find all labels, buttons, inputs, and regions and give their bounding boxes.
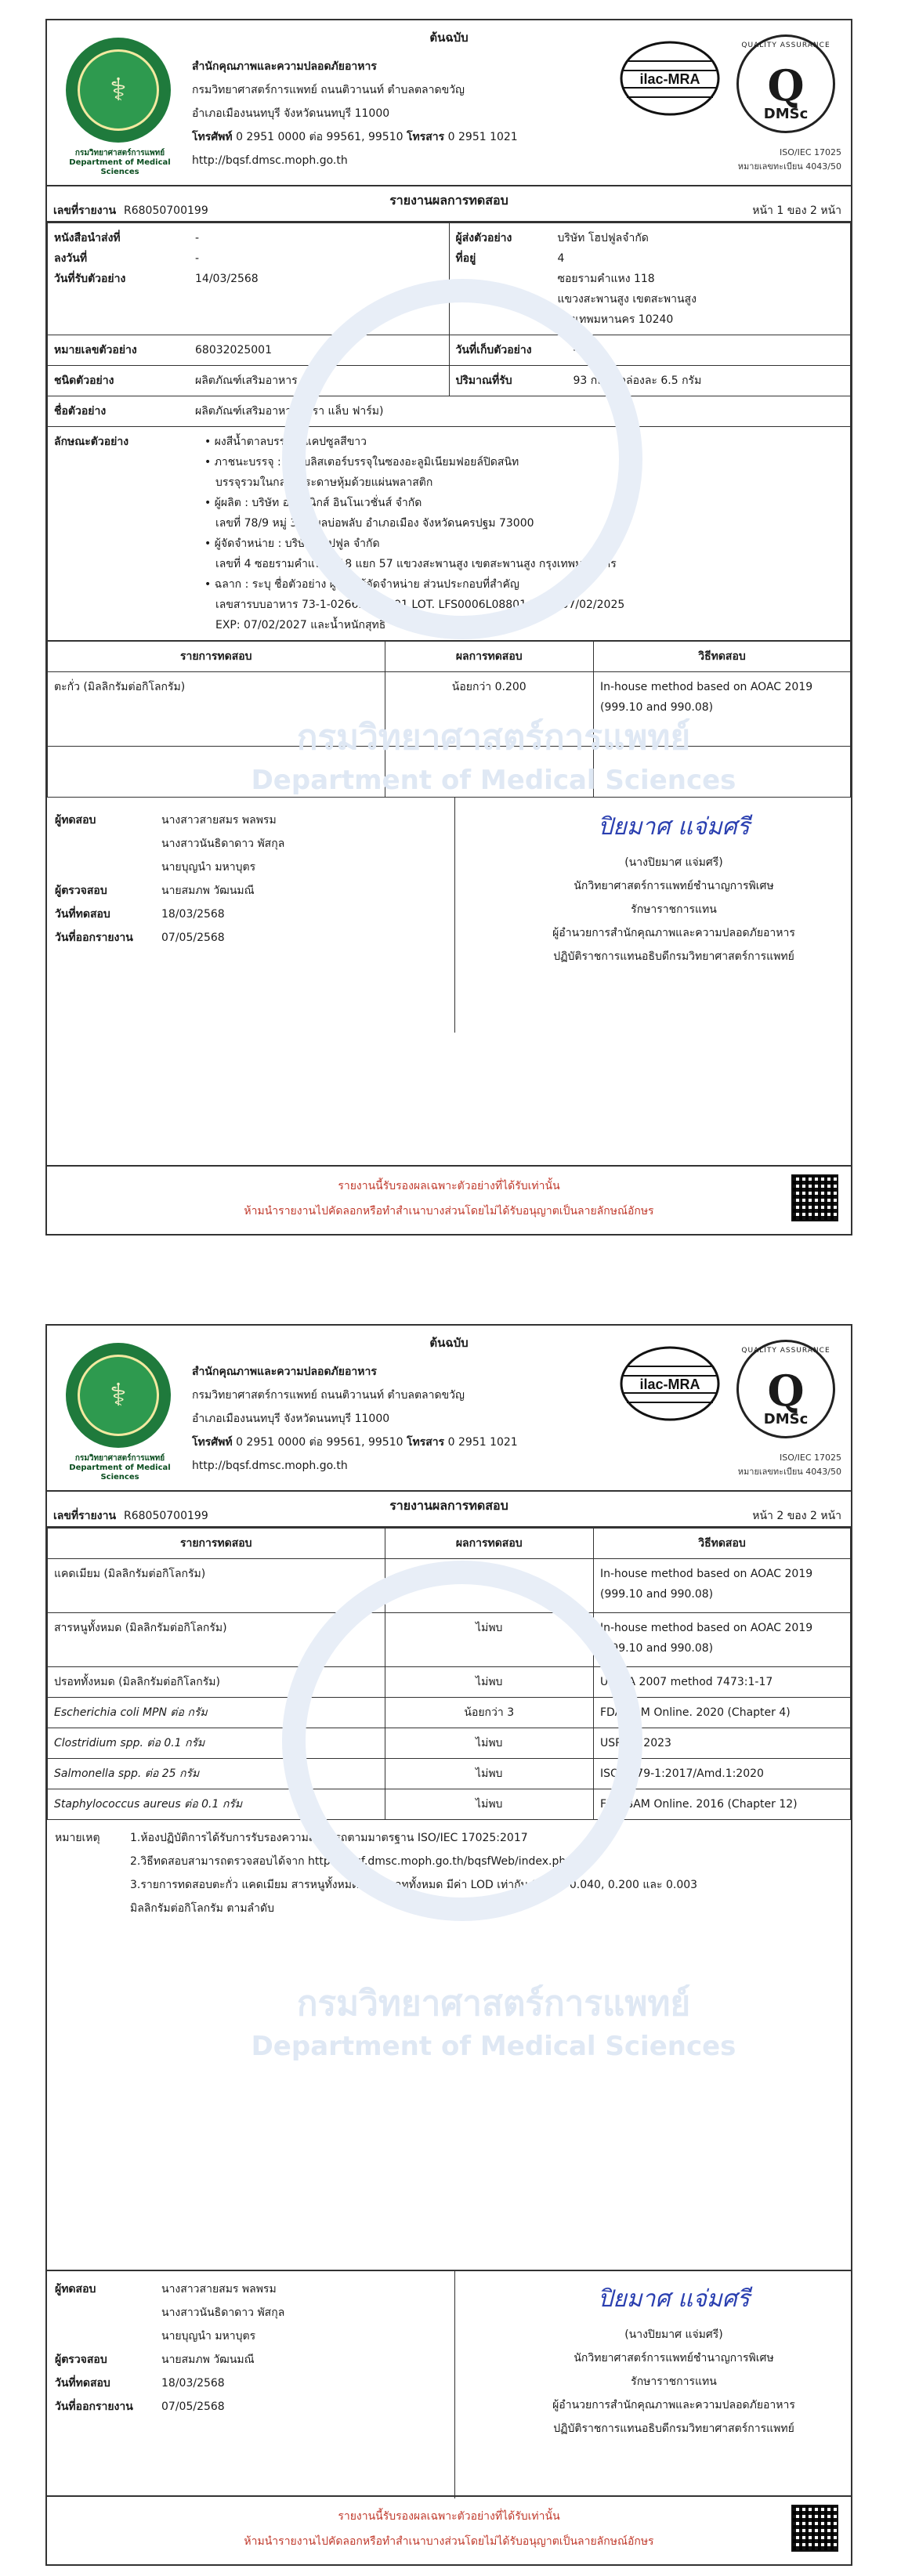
iso-accreditation: ISO/IEC 17025 หมายเลขทะเบียน 4043/50 xyxy=(737,147,841,172)
signatory-block: ปิยมาศ แจ่มศรี (นางปิยมาศ แจ่มศรี) นักวิทยาศาสตร์การแพทย์ชำนาญการพิเศษ รักษาราชการแทน ผู้อำนวยการสำนักคุณภาพและความปลอดภัยอาหาร ปฏิบัติราชการแทนอธิบดีกรมวิทยาศาสตร์การแพทย์ xyxy=(517,2276,830,2440)
table-row-empty xyxy=(48,747,851,798)
dept-line: กรมวิทยาศาสตร์การแพทย์ ถนนติวานนท์ ตำบลตลาดขวัญ xyxy=(192,1389,465,1402)
note-line: มิลลิกรัมต่อกิโลกรัม ตามลำดับ xyxy=(130,1902,274,1915)
table-row: แคดเมียม (มิลลิกรัมต่อกิโลกรัม) ไม่พบ In-house method based on AOAC 2019 (999.10 and 990.08) xyxy=(48,1559,851,1613)
quality-assurance-logo: QUALITY ASSURANCE Q DMSc xyxy=(736,1340,835,1438)
dept-line: กรมวิทยาศาสตร์การแพทย์ ถนนติวานนท์ ตำบลตลาดขวัญ xyxy=(192,84,465,96)
staff-block: ผู้ทดสอบ นางสาวสายสมร พลพรม นางสาวนันธิดาดาว พัสกุล นายบุญนำ มหาบุตร ผู้ตรวจสอบ นายสมภพ วัฒนมณี วันที่ทดสอบ 18/03/2568 วันที่ออกรายงาน 07/05/2568 xyxy=(55,814,285,944)
table-row: ตะกั่ว (มิลลิกรัมต่อกิโลกรัม) น้อยกว่า 0.200 In-house method based on AOAC 2019 (999.10 and 990.08) xyxy=(48,672,851,747)
caduceus-icon: ⚕ xyxy=(78,1355,159,1436)
signatory-block: ปิยมาศ แจ่มศรี (นางปิยมาศ แจ่มศรี) นักวิทยาศาสตร์การแพทย์ชำนาญการพิเศษ รักษาราชการแทน ผู้อำนวยการสำนักคุณภาพและความปลอดภัยอาหาร ปฏิบัติราชการแทนอธิบดีกรมวิทยาศาสตร์การแพทย์ xyxy=(517,804,830,968)
table-row: Clostridium spp. ต่อ 0.1 กรัม ไม่พบ USP-NF 2023 xyxy=(48,1728,851,1759)
col-method-header: วิธีทดสอบ xyxy=(594,642,851,672)
sample-characteristics-cell: ลักษณะตัวอย่าง • ผงสีน้ำตาลบรรจุในแคปซูลสีขาว • ภาชนะบรรจุ : แผงบลิสเตอร์บรรจุในซองอะลูมิเนียมฟอยล์ปิดสนิท บรรจุรวมในกล่องกระดาษหุ้มด้วยแผ่นพลาสติก • ผู้ผลิต : บริษัท ออกานิกส์ อินโนเวชั่นส์ จำกัด เลขที่ 78/9 หมู่ 3 ตำบลบ่อพลับ อำเภอเมือง จังหวัดนครปฐม 73000 • ผู้จัดจำหน่าย : บริษัท โฮปฟูล จำกัด เลขที่ 4 ซอยรามคำแหง 118 แยก 57 แขวงสะพานสูง เขตสะพานสูง กรุงเทพมหานคร • ฉลาก : ระบุ ชื่อตัวอย่าง ผู้ผลิต ผู้จัดจำหน่าย ส่วนประกอบที่สำคัญ เลขสารบบอาหาร 73-1-02663-5-0191 LOT. LFS0006L08801 MFG: 07/02/2025 EXP: 07/02/2027 และน้ำหนักสุทธิ xyxy=(48,427,851,641)
note-line: 3.รายการทดสอบตะกั่ว แคดเมียม สารหนูทั้งหมด และปรอททั้งหมด มีค่า LOD เท่ากับ 0.100, 0.040, 0.200 และ 0.003 xyxy=(130,1879,698,1891)
report-number: เลขที่รายงาน R68050700199 xyxy=(53,1510,208,1522)
handwritten-signature: ปิยมาศ แจ่มศรี xyxy=(598,2285,750,2313)
dmsc-logo xyxy=(66,38,171,143)
collect-date-cell: วันที่เก็บตัวอย่าง - xyxy=(449,335,851,366)
dmsc-logo xyxy=(66,1343,171,1448)
col-method-header: วิธีทดสอบ xyxy=(594,1529,851,1559)
ilac-mra-logo xyxy=(619,39,721,118)
report-title-row xyxy=(47,1492,851,1528)
city-line: อำเภอเมืองนนทบุรี จังหวัดนนทบุรี 11000 xyxy=(192,1413,390,1425)
signature-divider xyxy=(454,798,455,1033)
svg-text:ilac-MRA: ilac-MRA xyxy=(639,71,700,87)
footer-line-1: รายงานนี้รับรองผลเฉพาะตัวอย่างที่ได้รับเท่านั้น xyxy=(338,1180,560,1192)
col-result-header: ผลการทดสอบ xyxy=(385,642,594,672)
logo-caption: กรมวิทยาศาสตร์การแพทย์ Department of Medical Sciences xyxy=(69,1454,171,1482)
sender-info-cell: ผู้ส่งตัวอย่าง บริษัท โฮปฟูลจำกัด ที่อยู่ 4 ซอยรามคำแหง 118 แขวงสะพานสูง เขตสะพานสูง กรุงเทพมหานคร 10240 xyxy=(449,223,851,335)
ilac-mra-logo xyxy=(619,1344,721,1423)
table-row: ปรอททั้งหมด (มิลลิกรัมต่อกิโลกรัม) ไม่พบ USEPA 2007 method 7473:1-17 xyxy=(48,1667,851,1698)
signature-area-page2 xyxy=(47,2270,851,2435)
qr-code-icon[interactable] xyxy=(791,1174,838,1221)
city-line: อำเภอเมืองนนทบุรี จังหวัดนนทบุรี 11000 xyxy=(192,107,390,120)
website: http://bqsf.dmsc.moph.go.th xyxy=(192,1460,348,1472)
report-header xyxy=(47,1326,851,1492)
qr-code-icon[interactable] xyxy=(791,2505,838,2552)
report-title-row xyxy=(47,186,851,223)
table-row: สารหนูทั้งหมด (มิลลิกรัมต่อกิโลกรัม) ไม่พบ In-house method based on AOAC 2019 (999.10 and 990.08) xyxy=(48,1613,851,1667)
watermark-seal xyxy=(282,279,642,639)
sample-type-cell: ชนิดตัวอย่าง ผลิตภัณฑ์เสริมอาหาร xyxy=(48,366,450,396)
note-line: 1.ห้องปฏิบัติการได้รับการรับรองความสามารถตามมาตรฐาน ISO/IEC 17025:2017 xyxy=(130,1832,528,1844)
table-row: Staphylococcus aureus ต่อ 0.1 กรัม ไม่พบ FDA BAM Online. 2016 (Chapter 12) xyxy=(48,1789,851,1820)
footer-line-2: ห้ามนำรายงานไปคัดลอกหรือทำสำเนาบางส่วนโดยไม่ได้รับอนุญาตเป็นลายลักษณ์อักษร xyxy=(244,1205,654,1217)
report-footer xyxy=(47,1165,851,1234)
org-name: สำนักคุณภาพและความปลอดภัยอาหาร xyxy=(192,60,377,73)
notes-label: หมายเหตุ xyxy=(55,1832,100,1844)
page-number: หน้า 2 ของ 2 หน้า xyxy=(752,1510,841,1522)
col-item-header: รายการทดสอบ xyxy=(48,1529,385,1559)
sample-number-cell: หมายเลขตัวอย่าง 68032025001 xyxy=(48,335,450,366)
watermark-seal xyxy=(282,1561,642,1921)
contact-line: โทรศัพท์ 0 2951 0000 ต่อ 99561, 99510 โทรสาร 0 2951 1021 xyxy=(192,131,518,143)
logo-caption: กรมวิทยาศาสตร์การแพทย์ Department of Medical Sciences xyxy=(69,149,171,176)
report-number: เลขที่รายงาน R68050700199 xyxy=(53,204,208,217)
report-page-2 xyxy=(45,1324,852,2566)
quality-assurance-logo: QUALITY ASSURANCE Q DMSc xyxy=(736,34,835,133)
note-line: 2.วิธีทดสอบสามารถตรวจสอบได้จาก http://bqsf.dmsc.moph.go.th/bqsfWeb/index.php/sd/ xyxy=(130,1855,593,1868)
org-name: สำนักคุณภาพและความปลอดภัยอาหาร xyxy=(192,1366,377,1378)
contact-line: โทรศัพท์ 0 2951 0000 ต่อ 99561, 99510 โทรสาร 0 2951 1021 xyxy=(192,1436,518,1449)
col-result-header: ผลการทดสอบ xyxy=(385,1529,594,1559)
copy-label: ต้นฉบับ xyxy=(429,31,469,45)
org-address-block xyxy=(192,1360,518,1478)
website: http://bqsf.dmsc.moph.go.th xyxy=(192,154,348,167)
watermark-text: กรมวิทยาศาสตร์การแพทย์ Department of Medical Sciences xyxy=(251,1984,736,2062)
staff-block: ผู้ทดสอบ นางสาวสายสมร พลพรม นางสาวนันธิดาดาว พัสกุล นายบุญนำ มหาบุตร ผู้ตรวจสอบ นายสมภพ วัฒนมณี วันที่ทดสอบ 18/03/2568 วันที่ออกรายงาน 07/05/2568 xyxy=(55,2283,285,2413)
iso-accreditation: ISO/IEC 17025 หมายเลขทะเบียน 4043/50 xyxy=(737,1453,841,1477)
signature-divider xyxy=(454,2271,455,2498)
quantity-cell: ปริมาณที่รับ 93 กล่อง กล่องละ 6.5 กรัม xyxy=(449,366,851,396)
svg-text:ilac-MRA: ilac-MRA xyxy=(639,1377,700,1392)
footer-line-2: ห้ามนำรายงานไปคัดลอกหรือทำสำเนาบางส่วนโดยไม่ได้รับอนุญาตเป็นลายลักษณ์อักษร xyxy=(244,2535,654,2548)
report-header xyxy=(47,20,851,186)
table-row: Escherichia coli MPN ต่อ กรัม น้อยกว่า 3 FDA BAM Online. 2020 (Chapter 4) xyxy=(48,1698,851,1728)
copy-label: ต้นฉบับ xyxy=(429,1336,469,1350)
sample-name-cell: ชื่อตัวอย่าง ผลิตภัณฑ์เสริมอาหาร (ตรา แล็บ ฟาร์ม) xyxy=(48,396,851,427)
table-row: Salmonella spp. ต่อ 25 กรัม ไม่พบ ISO 6579-1:2017/Amd.1:2020 xyxy=(48,1759,851,1789)
report-title: รายงานผลการทดสอบ xyxy=(389,193,508,208)
letter-info-cell: หนังสือนำส่งที่ - ลงวันที่ - วันที่รับตัวอย่าง 14/03/2568 xyxy=(48,223,450,335)
caduceus-icon: ⚕ xyxy=(78,49,159,131)
report-footer xyxy=(47,2495,851,2564)
watermark-text: กรมวิทยาศาสตร์การแพทย์ Department of Medical Sciences xyxy=(251,718,736,796)
handwritten-signature: ปิยมาศ แจ่มศรี xyxy=(598,813,750,841)
col-item-header: รายการทดสอบ xyxy=(48,642,385,672)
report-title: รายงานผลการทดสอบ xyxy=(389,1498,508,1513)
footer-line-1: รายงานนี้รับรองผลเฉพาะตัวอย่างที่ได้รับเท่านั้น xyxy=(338,2510,560,2523)
page-number: หน้า 1 ของ 2 หน้า xyxy=(752,204,841,217)
report-page-1 xyxy=(45,19,852,1236)
results-table-page1 xyxy=(47,641,851,798)
org-address-block xyxy=(192,55,518,172)
